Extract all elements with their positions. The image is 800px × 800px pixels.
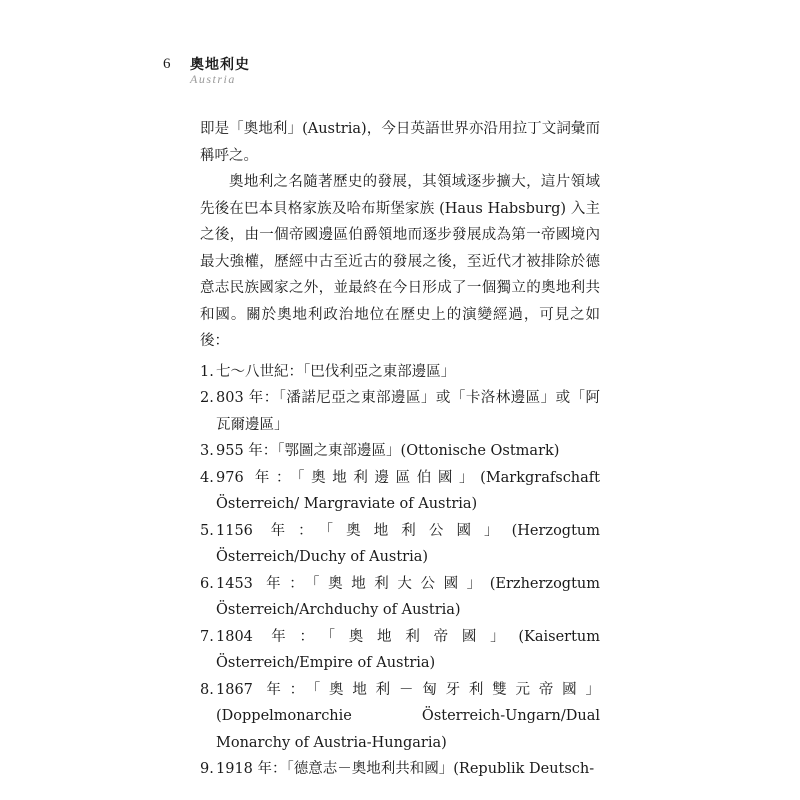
paragraph-history: 奧地利之名隨著歷史的發展，其領域逐步擴大，這片領域先後在巴本貝格家族及哈布斯堡家族 (Haus Habsburg) 入主之後，由一個帝國邊區伯爵領地而逐步發展成為第一帝國境內最大強權，歷經中古至近古的發展之後，至近代才被排除於德意志民族國家之外，並最終在今日形成了一個獨立的奧地利共和國。關於奧地利政治地位在歷史上的演變經過，可見之如後： xyxy=(200,174,600,349)
list-item xyxy=(200,624,600,677)
list-item-number: 4. xyxy=(200,469,214,486)
book-title: 奧地利史 xyxy=(190,57,250,73)
list-item-text: 976 年：「奧地利邊區伯國」(Markgrafschaft Österreich/ Margraviate of Austria) xyxy=(216,469,600,512)
list-item-number: 1. xyxy=(200,363,214,380)
list-item-number: 8. xyxy=(200,681,214,698)
list-item xyxy=(200,465,600,518)
page-header xyxy=(163,52,363,92)
page-body xyxy=(200,116,600,783)
list-item xyxy=(200,677,600,757)
list-item-number: 5. xyxy=(200,522,214,539)
book-subtitle: Austria xyxy=(190,72,236,86)
list-item xyxy=(200,359,600,386)
political-status-list xyxy=(200,359,600,783)
list-item-number: 3. xyxy=(200,443,214,459)
list-item xyxy=(200,756,600,783)
list-item xyxy=(200,438,600,465)
page-number: 6 xyxy=(163,56,171,72)
list-item-text: 七～八世紀：「巴伐利亞之東部邊區」 xyxy=(216,363,456,380)
list-item-number: 6. xyxy=(200,575,214,592)
list-item-text: 1867 年：「奧地利－匈牙利雙元帝國」(Doppelmonarchie Österreich-Ungarn/Dual Monarchy of Austria-Hungaria) xyxy=(216,681,600,751)
list-item xyxy=(200,571,600,624)
list-item xyxy=(200,518,600,571)
list-item-number: 7. xyxy=(200,628,214,645)
list-item-text: 803 年：「潘諾尼亞之東部邊區」或「卡洛林邊區」或「阿瓦爾邊區」 xyxy=(216,390,600,433)
list-item-text: 1156 年：「奧地利公國」(Herzogtum Österreich/Duchy of Austria) xyxy=(216,522,600,565)
list-item-text: 1453 年：「奧地利大公國」(Erzherzogtum Österreich/Archduchy of Austria) xyxy=(216,575,600,618)
list-item-text: 955 年：「鄂圖之東部邊區」(Ottonische Ostmark) xyxy=(216,443,560,459)
list-item xyxy=(200,385,600,438)
list-item-number: 9. xyxy=(200,761,214,777)
paragraph-continued: 即是「奧地利」(Austria)，今日英語世界亦沿用拉丁文詞彙而稱呼之。 xyxy=(200,121,600,164)
list-item-text: 1918 年：「德意志－奧地利共和國」(Republik Deutsch- xyxy=(216,761,595,777)
list-item-number: 2. xyxy=(200,390,214,406)
list-item-text: 1804 年：「奧地利帝國」(Kaisertum Österreich/Empire of Austria) xyxy=(216,628,600,671)
